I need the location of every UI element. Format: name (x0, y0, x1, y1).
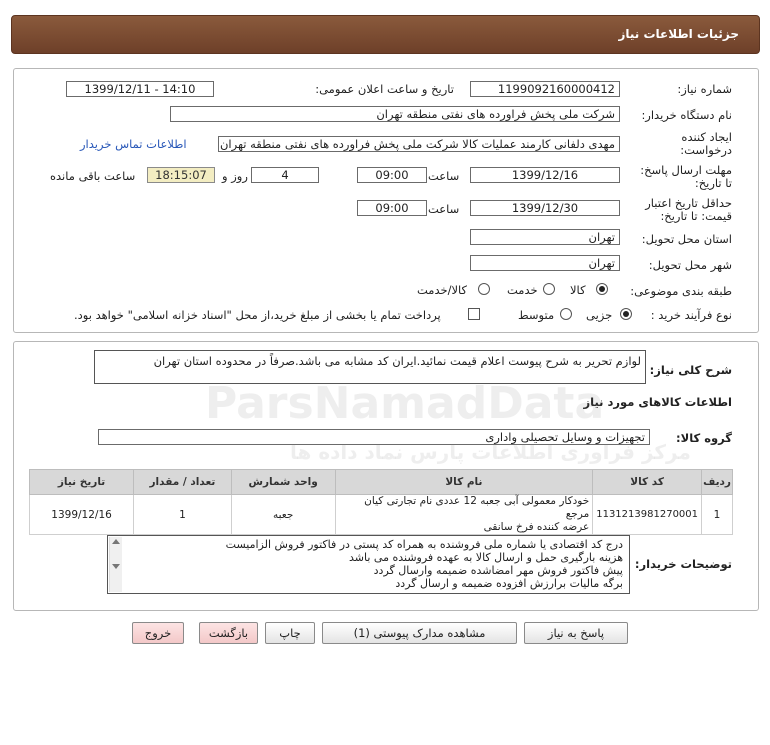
need-number-field[interactable]: 1199092160000412 (470, 81, 620, 97)
col-unit: واحد شمارش (231, 470, 335, 495)
announce-field[interactable]: 1399/12/11 - 14:10 (66, 81, 214, 97)
validity-time-label: ساعت (428, 202, 460, 216)
col-row: ردیف (702, 470, 733, 495)
treasury-payment-note: پرداخت تمام یا بخشی از مبلغ خرید،از محل "اسناد خزانه اسلامی" خواهد بود. (74, 308, 441, 322)
category-option-service: خدمت (507, 283, 538, 297)
cell-name (335, 495, 593, 535)
col-qty: تعداد / مقدار (134, 470, 232, 495)
summary-text: لوازم تحریر به شرح پیوست اعلام قیمت نمائید.ایران کد مشابه می باشد.صرفاً در محدوده استان تهران (153, 354, 641, 368)
goods-group-field[interactable]: تجهیزات و وسایل تحصیلی واداری (98, 429, 650, 445)
category-radio-service[interactable] (543, 283, 555, 295)
reply-date-field[interactable]: 1399/12/16 (470, 167, 620, 183)
process-radio-medium[interactable] (560, 308, 572, 320)
days-field[interactable]: 4 (251, 167, 319, 183)
goods-table-header (30, 470, 733, 495)
category-radio-goods[interactable] (596, 283, 608, 295)
reply-time-label: ساعت (428, 169, 460, 183)
page-title: جزئیات اطلاعات نیاز (618, 27, 739, 41)
table-row[interactable] (30, 495, 733, 535)
validity-time-field[interactable]: 09:00 (357, 200, 427, 216)
scroll-up-icon[interactable] (112, 539, 120, 544)
buyer-org-label: نام دستگاه خریدار: (641, 108, 732, 122)
contact-buyer-link[interactable]: اطلاعات تماس خریدار (80, 137, 187, 151)
scroll-down-icon[interactable] (112, 564, 120, 569)
process-option-medium: متوسط (518, 308, 555, 322)
col-name: نام کالا (335, 470, 593, 495)
need-number-label: شماره نیاز: (677, 82, 732, 96)
view-attachments-button[interactable]: مشاهده مدارک پیوستی (1) (322, 622, 517, 644)
exit-button[interactable]: خروج (132, 622, 184, 644)
days-label: روز و (222, 169, 248, 183)
reply-deadline-label-1: مهلت ارسال پاسخ: (640, 163, 732, 177)
buyer-note-line: هزینه بارگیری حمل و ارسال کالا به عهده فروشنده می باشد (349, 551, 623, 564)
col-date: تاریخ نیاز (30, 470, 134, 495)
buyer-note-line: برگه مالیات برارزش افزوده ضمیمه و ارسال گردد (395, 577, 623, 590)
province-field[interactable]: تهران (470, 229, 620, 245)
reply-deadline-label-2: تا تاریخ: (694, 176, 732, 190)
reply-button[interactable]: پاسخ به نیاز (524, 622, 628, 644)
cell-name-line1: خودکار معمولی آبی جعبه 12 عددی نام تجارتی کیان مرجع (364, 495, 590, 520)
category-option-goods: کالا (570, 283, 586, 297)
process-label: نوع فرآیند خرید : (650, 308, 732, 322)
treasury-payment-checkbox[interactable] (468, 308, 480, 320)
process-radio-minor[interactable] (620, 308, 632, 320)
summary-label: شرح کلی نیاز: (649, 363, 732, 377)
col-code: کد کالا (593, 470, 702, 495)
city-label: شهر محل تحویل: (648, 258, 732, 272)
category-option-goods-service: کالا/خدمت (417, 283, 468, 297)
buyer-notes-box[interactable] (107, 535, 630, 594)
reply-time-field[interactable]: 09:00 (357, 167, 427, 183)
buyer-notes-label: توضیحات خریدار: (634, 557, 732, 571)
creator-label-1: ایجاد کننده (681, 130, 732, 144)
remaining-time-label: ساعت باقی مانده (50, 169, 136, 183)
process-option-minor: جزیی (586, 308, 613, 322)
city-field[interactable]: تهران (470, 255, 620, 271)
goods-table (29, 469, 733, 535)
buyer-org-field[interactable]: شرکت ملی پخش فراورده های نفتی منطقه تهران (170, 106, 620, 122)
back-button[interactable]: بازگشت (199, 622, 258, 644)
goods-group-label: گروه کالا: (676, 431, 732, 445)
buyer-notes-scrollbar[interactable] (109, 537, 122, 592)
buyer-note-line: پیش فاکتور فروش مهر امضاشده ضمیمه وارسال گردد (373, 564, 623, 577)
print-button[interactable]: چاپ (265, 622, 315, 644)
category-radio-goods-service[interactable] (478, 283, 490, 295)
cell-code: 1131213981270001 (593, 495, 702, 535)
cell-qty: 1 (134, 495, 232, 535)
cell-date: 1399/12/16 (30, 495, 134, 535)
validity-date-field[interactable]: 1399/12/30 (470, 200, 620, 216)
goods-section-title: اطلاعات کالاهای مورد نیاز (583, 395, 732, 409)
creator-label-2: درخواست: (680, 143, 732, 157)
province-label: استان محل تحویل: (641, 232, 732, 246)
cell-name-line2: عرضه کننده فرخ سانقی (483, 521, 590, 533)
price-validity-label-1: حداقل تاریخ اعتبار (645, 196, 732, 210)
cell-unit: جعبه (231, 495, 335, 535)
creator-field[interactable]: مهدی دلفانی کارمند عملیات کالا شرکت ملی پخش فراورده های نفتی منطقه تهران (218, 136, 620, 152)
announce-label: تاریخ و ساعت اعلان عمومی: (315, 82, 454, 96)
summary-box (94, 350, 646, 384)
page-header (11, 15, 760, 54)
category-label: طبقه بندی موضوعی: (630, 284, 732, 298)
price-validity-label-2: قیمت: تا تاریخ: (660, 209, 732, 223)
buyer-note-line: درج کد اقتصادی یا شماره ملی فروشنده به همراه کد پستی در فاکتور فروش الزامیست (225, 538, 623, 551)
remaining-time-display: 18:15:07 (147, 167, 215, 183)
cell-row: 1 (702, 495, 733, 535)
